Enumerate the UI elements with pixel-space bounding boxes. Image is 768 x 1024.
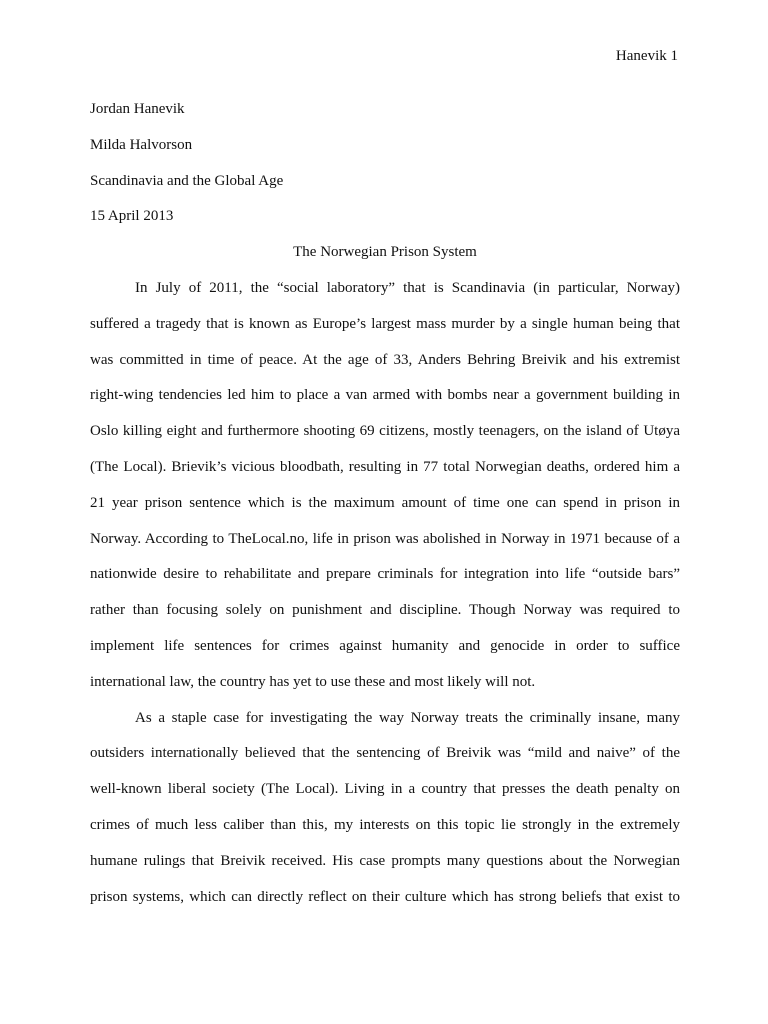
running-head: Hanevik 1 bbox=[615, 48, 678, 64]
course-name: Scandinavia and the Global Age bbox=[90, 172, 284, 189]
document-body bbox=[90, 92, 680, 915]
paragraph-line: (The Local). Brievik’s vicious bloodbath, resulting in 77 total Norwegian deaths, ordered him a bbox=[90, 458, 680, 475]
essay-title: The Norwegian Prison System bbox=[293, 244, 477, 261]
paragraph-line: right-wing tendencies led him to place a van armed with bombs near a government building in bbox=[90, 387, 680, 404]
paragraph-line: Norway. According to TheLocal.no, life in prison was abolished in Norway in 1971 because of a bbox=[90, 530, 680, 547]
paragraph-2 bbox=[90, 701, 680, 916]
paragraph-line: rather than focusing solely on punishment and discipline. Though Norway was required to bbox=[90, 602, 680, 619]
paragraph-line: crimes of much less caliber than this, my interests on this topic lie strongly in the extremely bbox=[90, 816, 680, 833]
paragraph-line: As a staple case for investigating the way Norway treats the criminally insane, many bbox=[135, 709, 680, 726]
paragraph-line: humane rulings that Breivik received. His case prompts many questions about the Norwegian bbox=[90, 852, 680, 869]
paragraph-1 bbox=[90, 271, 680, 701]
paragraph-line: implement life sentences for crimes against humanity and genocide in order to suffice bbox=[90, 637, 680, 654]
paragraph-line: In July of 2011, the “social laboratory” that is Scandinavia (in particular, Norway) bbox=[135, 279, 680, 296]
mla-heading bbox=[90, 92, 680, 235]
paragraph-line: was committed in time of peace. At the age of 33, Anders Behring Breivik and his extremist bbox=[90, 351, 680, 368]
author-name: Jordan Hanevik bbox=[90, 101, 185, 117]
paragraph-line: 21 year prison sentence which is the maximum amount of time one can spend in prison in bbox=[90, 494, 680, 511]
paragraph-line: international law, the country has yet to use these and most likely will not. bbox=[90, 673, 536, 690]
paragraph-line: nationwide desire to rehabilitate and prepare criminals for integration into life “outside bars” bbox=[90, 566, 680, 583]
essay-date: 15 April 2013 bbox=[90, 208, 174, 225]
paragraph-line: outsiders internationally believed that the sentencing of Breivik was “mild and naive” of the bbox=[90, 745, 680, 762]
paragraph-line: prison systems, which can directly reflect on their culture which has strong beliefs that exist to bbox=[90, 888, 680, 905]
instructor-name: Milda Halvorson bbox=[90, 136, 193, 153]
paragraph-line: Oslo killing eight and furthermore shooting 69 citizens, mostly teenagers, on the island of Utøya bbox=[90, 423, 680, 440]
paragraph-line: well-known liberal society (The Local). Living in a country that presses the death penalty on bbox=[90, 781, 680, 798]
paragraph-line: suffered a tragedy that is known as Europe’s largest mass murder by a single human being that bbox=[90, 315, 680, 332]
